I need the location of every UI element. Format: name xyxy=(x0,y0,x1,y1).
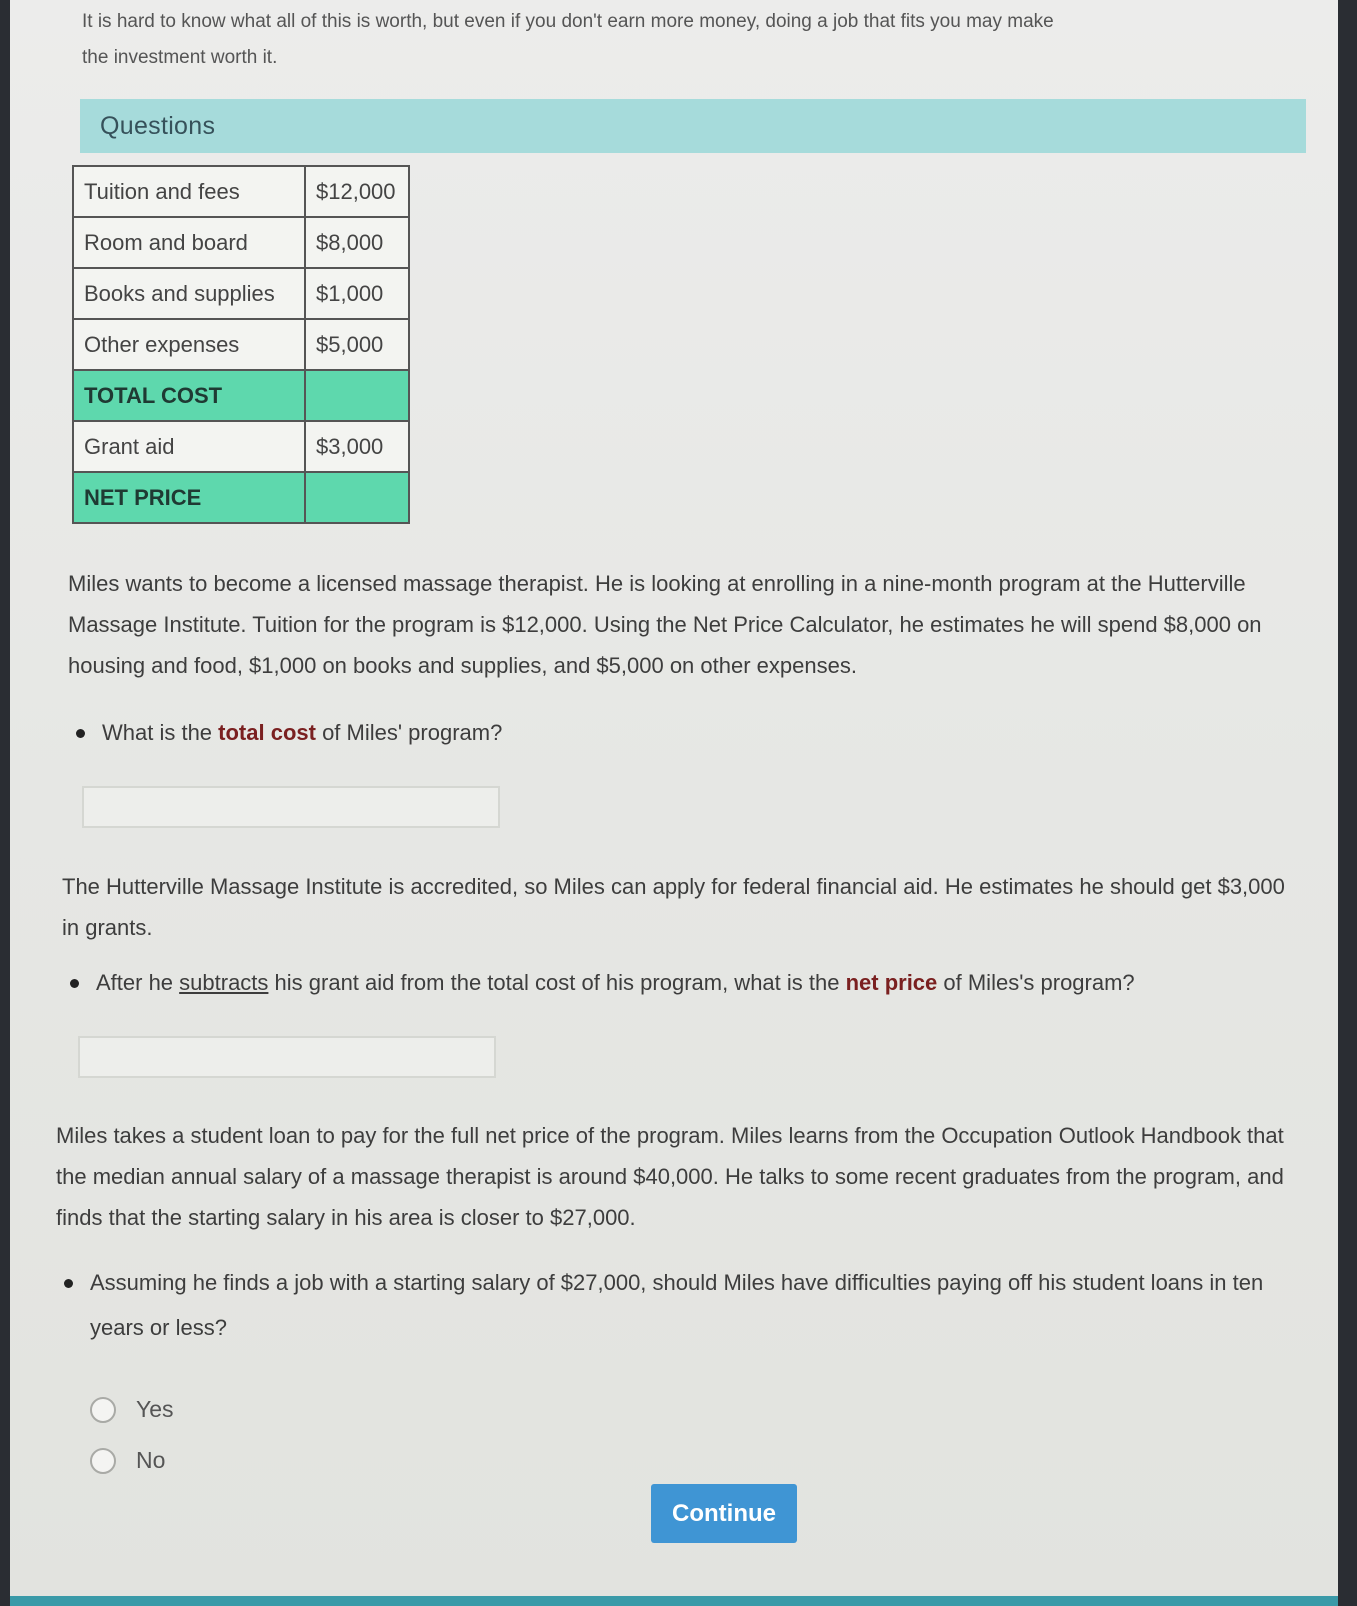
row-value xyxy=(305,370,409,421)
radio-option-no[interactable] xyxy=(90,1447,165,1474)
questions-header-title: Questions xyxy=(100,111,216,140)
cost-table xyxy=(72,165,410,524)
row-value: $12,000 xyxy=(305,166,409,217)
intro-line-1: It is hard to know what all of this is worth, but even if you don't earn more money, doing a job that fits you may make xyxy=(82,11,1054,32)
bottom-strip xyxy=(10,1596,1338,1606)
row-label: Other expenses xyxy=(73,319,305,370)
table-row xyxy=(73,268,409,319)
row-label: Grant aid xyxy=(73,421,305,472)
question-1-pre: What is the xyxy=(102,720,219,745)
table-row xyxy=(73,217,409,268)
row-label: Room and board xyxy=(73,217,305,268)
question-2 xyxy=(66,960,1291,1005)
intro-line-2: the investment worth it. xyxy=(82,47,278,68)
radio-button-yes[interactable] xyxy=(90,1397,116,1423)
questions-header xyxy=(80,99,1306,153)
question-2-pre: After he xyxy=(96,970,180,995)
question-1 xyxy=(72,710,1297,755)
net-price-answer-input[interactable] xyxy=(78,1036,496,1078)
radio-label-yes: Yes xyxy=(136,1396,174,1422)
row-value: $5,000 xyxy=(305,319,409,370)
row-value xyxy=(305,472,409,523)
radio-option-yes[interactable] xyxy=(90,1396,174,1423)
scenario-paragraph-2: The Hutterville Massage Institute is accredited, so Miles can apply for federal financial aid. He estimates he should get $3,000 in grants. xyxy=(62,874,1285,940)
table-row xyxy=(73,319,409,370)
lesson-page xyxy=(10,0,1338,1606)
row-value: $3,000 xyxy=(305,421,409,472)
table-row xyxy=(73,166,409,217)
question-2-post: of Miles's program? xyxy=(937,970,1135,995)
question-1-post: of Miles' program? xyxy=(315,720,503,745)
net-price-row xyxy=(73,472,409,523)
continue-button[interactable]: Continue xyxy=(651,1484,797,1543)
radio-label-no: No xyxy=(136,1447,166,1473)
row-label: NET PRICE xyxy=(73,472,305,523)
question-2-mid: his grant aid from the total cost of his program, what is the xyxy=(268,970,846,995)
scenario-paragraph-1: Miles wants to become a licensed massage therapist. He is looking at enrolling in a nine-month program at the Hutterville Massage Institute. Tuition for the program is $12,000. Using the Net Price Calculator, he estimates he will spend $8,000 on housing and food, $1,000 on books and supplies, and $5,000 on other expenses. xyxy=(68,571,1262,678)
intro-text xyxy=(82,4,1302,76)
question-2-bold: net price xyxy=(845,970,938,995)
row-label: TOTAL COST xyxy=(73,370,305,421)
table-row xyxy=(73,421,409,472)
question-1-bold: total cost xyxy=(218,720,316,745)
row-value: $1,000 xyxy=(305,268,409,319)
total-cost-row xyxy=(73,370,409,421)
row-value: $8,000 xyxy=(305,217,409,268)
total-cost-answer-input[interactable] xyxy=(82,786,500,828)
row-label: Books and supplies xyxy=(73,268,305,319)
scenario-paragraph-3: Miles takes a student loan to pay for the full net price of the program. Miles learns from the Occupation Outlook Handbook that the median annual salary of a massage therapist is around $40,000. He talks to some recent graduates from the program, and finds that the starting salary in his area is closer to $27,000. xyxy=(56,1123,1284,1230)
question-3: Assuming he finds a job with a starting salary of $27,000, should Miles have difficulties paying off his student loans in ten years or less? xyxy=(60,1260,1285,1350)
question-2-underline: subtracts xyxy=(179,970,269,995)
row-label: Tuition and fees xyxy=(73,166,305,217)
radio-button-no[interactable] xyxy=(90,1448,116,1474)
